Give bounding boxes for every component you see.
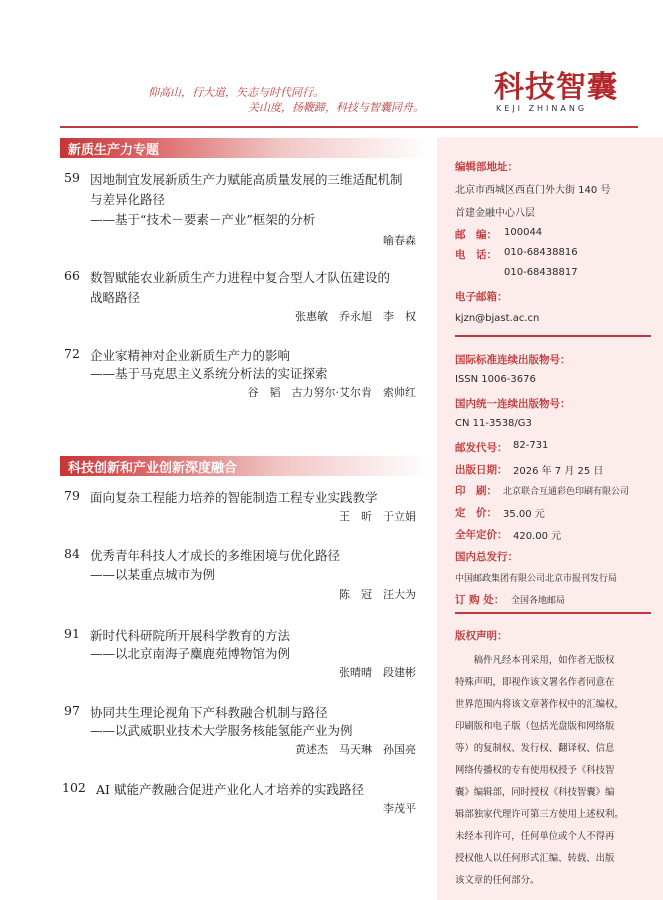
entry-authors: 黄述杰 马天琳 孙国亮: [295, 743, 416, 756]
order-value: 全国各地邮局: [511, 596, 566, 606]
entry-subtitle: ——以武威职业技术大学服务核能氢能产业为例: [90, 723, 353, 738]
entry-title: 因地制宜发展新质生产力赋能高质量发展的三维适配机制: [90, 172, 403, 187]
motto-line-2: 关山度，扬鞭蹄，科技与智囊同舟。: [248, 101, 424, 114]
phone-label: 电 话：: [455, 249, 497, 261]
printer-value: 北京联合互通彩色印刷有限公司: [503, 487, 630, 497]
annual-price-label: 全年定价：: [455, 529, 508, 541]
page-number: 91: [64, 626, 80, 641]
section-title: 科技创新和产业创新深度融合: [68, 461, 238, 476]
copyright-text: 等）的复制权、发行权、翻译权、信息: [455, 743, 615, 754]
address-line-2: 首建金融中心八层: [455, 208, 535, 219]
journal-logo-pinyin: KEJI ZHINANG: [496, 104, 588, 113]
cn-value: CN 11-3538/G3: [455, 418, 532, 429]
page-number: 72: [64, 346, 80, 361]
page-number: 66: [64, 268, 80, 283]
page-number: 102: [62, 780, 86, 795]
copyright-label: 版权声明：: [455, 630, 508, 642]
entry-authors: 王 昕 于立娟: [339, 510, 416, 523]
entry-subtitle: ——基于“技术－要素－产业”框架的分析: [90, 212, 316, 227]
annual-price-value: 420.00 元: [513, 531, 562, 542]
cn-label: 国内统一连续出版物号：: [455, 398, 571, 410]
publish-date-label: 出版日期：: [455, 464, 508, 476]
issn-value: ISSN 1006-3676: [455, 374, 536, 385]
price-label: 定 价：: [455, 507, 497, 519]
entry-authors: 喻春森: [383, 234, 416, 247]
editorial-address-label: 编辑部地址：: [455, 161, 518, 173]
entry-title: 新时代科研院所开展科学教育的方法: [90, 628, 291, 643]
postcode-label: 邮 编：: [455, 229, 497, 241]
entry-title: 企业家精神对企业新质生产力的影响: [90, 348, 291, 363]
postal-code-label: 邮发代号：: [455, 442, 508, 454]
postal-code-value: 82-731: [513, 440, 549, 451]
entry-title-cont: 战略路径: [90, 290, 141, 305]
printer-label: 印 刷：: [455, 485, 497, 497]
entry-subtitle: ——以北京南海子麋鹿苑博物馆为例: [90, 646, 291, 661]
entry-authors: 谷 韬 古力努尔·艾尔肯 索帅红: [247, 386, 416, 399]
publish-date-value: 2026 年 7 月 25 日: [513, 466, 604, 477]
copyright-text: 囊》编辑部，同时授权《科技智囊》编: [455, 787, 615, 798]
issn-label: 国际标准连续出版物号：: [455, 354, 571, 366]
email-value[interactable]: kjzn@bjast.ac.cn: [455, 313, 540, 324]
entry-authors: 李茂平: [383, 802, 416, 815]
phone-value-1: 010-68438816: [504, 247, 578, 258]
entry-authors: 张晴晴 段建彬: [339, 666, 416, 679]
phone-value-2: 010-68438817: [504, 267, 578, 278]
section-title: 新质生产力专题: [68, 143, 160, 158]
entry-authors: 张惠敏 乔永旭 李 权: [295, 310, 416, 323]
section-header-2: [60, 456, 430, 476]
copyright-text: 世界范围内将该文章著作权中的汇编权，: [455, 699, 624, 710]
entry-subtitle: ——基于马克思主义系统分析法的实证探索: [90, 366, 328, 381]
address-line-1: 北京市西城区西直门外大街 140 号: [455, 185, 611, 196]
publication-info-panel: [437, 137, 663, 900]
distributor-value: 中国邮政集团有限公司北京市报刊发行局: [455, 574, 618, 584]
copyright-text: 稿件凡经本刊采用，如作者无版权: [455, 655, 615, 666]
price-value: 35.00 元: [503, 509, 545, 520]
page-number: 79: [64, 488, 80, 503]
journal-logo: 科技智囊: [494, 70, 618, 105]
copyright-text: 该文章的任何部分。: [455, 875, 540, 886]
copyright-text: 网络传播权的专有使用权授予《科技智: [455, 765, 615, 776]
copyright-text: 辑部独家代理许可第三方使用上述权利。: [455, 809, 624, 820]
postcode-value: 100044: [504, 227, 543, 238]
section-header-1: [60, 138, 430, 158]
entry-subtitle: ——以某重点城市为例: [90, 567, 216, 582]
distributor-label: 国内总发行：: [455, 551, 518, 563]
entry-title: 协同共生理论视角下产科教融合机制与路径: [90, 705, 328, 720]
entry-title-cont: 与差异化路径: [90, 192, 166, 207]
entry-title: 面向复杂工程能力培养的智能制造工程专业实践教学: [90, 490, 378, 505]
copyright-text: 授权他人以任何形式汇编、转载、出版: [455, 853, 615, 864]
copyright-text: 特殊声明，即视作该文署名作者同意在: [455, 677, 615, 688]
order-label: 订 购 处：: [455, 594, 505, 606]
email-label: 电子邮箱：: [455, 291, 508, 303]
header-rule: [60, 126, 638, 128]
copyright-text: 印刷版和电子版（包括光盘版和网络版: [455, 721, 615, 732]
divider: [455, 335, 651, 337]
copyright-text: 未经本刊许可，任何单位或个人不得再: [455, 831, 615, 842]
entry-authors: 陈 冠 汪大为: [339, 588, 416, 601]
page-number: 97: [64, 703, 80, 718]
entry-title: 数智赋能农业新质生产力进程中复合型人才队伍建设的: [90, 270, 391, 285]
divider: [455, 612, 651, 614]
motto-line-1: 仰高山，行大道，矢志与时代同行。: [148, 86, 324, 99]
page-number: 84: [64, 546, 80, 561]
entry-title: AI 赋能产教融合促进产业化人才培养的实践路径: [96, 782, 364, 797]
page-number: 59: [64, 170, 80, 185]
entry-title: 优秀青年科技人才成长的多维困境与优化路径: [90, 548, 341, 563]
